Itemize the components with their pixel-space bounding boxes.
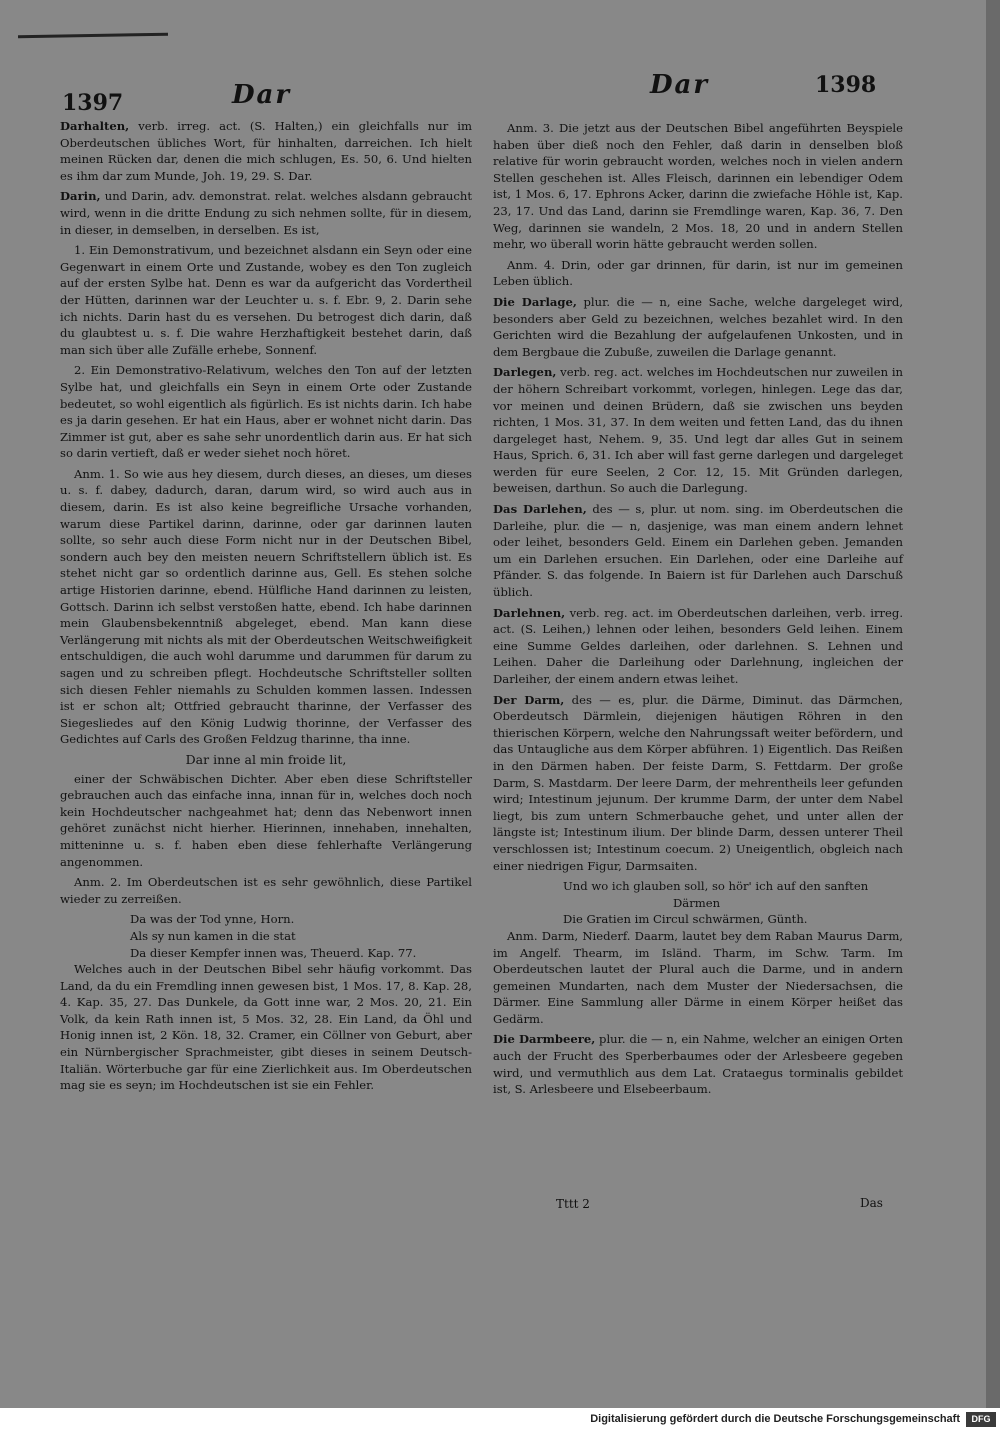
entry-text: einer der Schwäbischen Dichter. Aber eben diese Schriftsteller gebrauchen auch das einfache inna, innan für in, welches doch noch kein Hochdeutscher nachgeahmet hat; denn das Nebenwort innen gehöret zunächst nicht hierher. Hierinnen, innehaben, innehalten, mitteninne u. s. f. haben eben diese fehlerhafte Verlängerung angenommen. xyxy=(60,771,472,869)
entry-headword: Darlehnen, xyxy=(493,605,566,620)
entry-paragraph xyxy=(493,1031,903,1097)
entry-text: 2. Ein Demonstrativo-Relativum, welches den Ton auf der letzten Sylbe hat, und gleichfalls ein Seyn in einem Orte oder Zustande bedeutet, so wohl eigentlich als figürlich. Es ist nichts darin. Ich habe es ja darin gesehen. Er hat ein Haus, aber er wohnet nicht darin. Das Zimmer ist gut, aber es sahe sehr unordentlich darin aus. Er hat sich so darin vertieft, daß er weder siehet noch höret. xyxy=(60,363,473,461)
entry-text: Die Gratien im Circul schwärmen, Günth. xyxy=(563,912,808,927)
left-text-column xyxy=(60,118,472,1098)
entry-headword: Darhalten, xyxy=(60,119,130,133)
entry-paragraph xyxy=(493,605,903,688)
entry-text: Welches auch in der Deutschen Bibel sehr häufig vorkommt. Das Land, da du ein Fremdling innen gewesen bist, 1 Mos. 17, 8. Kap. 28, 4. Kap. 35, 27. Das Dunkele, da Gott inne war, 2 Mos. 20, 21. Ein Volk, da kein Rath innen ist, 5 Mos. 32, 28. Ein Land, da Öhl und Honig innen ist, 2 Kön. 18, 32. Cramer, ein Cöllner von Geburt, aber ein Nürnbergischer Sprachmeister, gibt dieses in seinem Deutsch-Italiän. Wörterbuche gar für eine Zierlichkeit aus. Im Oberdeutschen mag sie es seyn; im Hochdeutschen ist sie ein Fehler. xyxy=(60,962,472,1093)
right-page-number: 1398 xyxy=(815,72,877,98)
entry-paragraph xyxy=(60,945,472,962)
scan-right-border xyxy=(986,0,1000,1408)
left-running-head: Dar xyxy=(232,80,292,110)
entry-text: Anm. 4. Drin, oder gar drinnen, für darin, ist nur im gemeinen Leben üblich. xyxy=(493,257,903,289)
entry-headword: Der Darm, xyxy=(493,692,565,707)
entry-paragraph xyxy=(60,362,472,462)
entry-paragraph xyxy=(60,874,472,907)
entry-text: Als sy nun kamen in die stat xyxy=(130,928,296,943)
entry-paragraph xyxy=(493,257,903,290)
scan-edge-mark xyxy=(18,33,168,39)
entry-text: Anm. 3. Die jetzt aus der Deutschen Bibel angeführten Beyspiele haben über dieß noch den Fehler, daß darin in denselben bloß relative für worin gebraucht worden, welches noch in vielen andern Stellen geschehen ist. Alles Fleisch, darinnen ein lebendiger Odem ist, 1 Mos. 6, 17. Ephrons Acker, darinn die zwiefache Höhle ist, Kap. 23, 17. Und das Land, darinn sie Fremdlinge waren, Kap. 36, 7. Den Weg, darinnen sie wandeln, 2 Mos. 18, 20 und in andern Stellen mehr, wo überall worin hätte gebraucht werden sollen. xyxy=(493,121,903,252)
entry-paragraph xyxy=(493,895,903,912)
entry-paragraph xyxy=(60,752,472,769)
left-page-number: 1397 xyxy=(62,90,124,116)
entry-paragraph xyxy=(60,188,472,238)
entry-headword: Das Darlehen, xyxy=(493,502,587,517)
entry-paragraph xyxy=(493,120,903,253)
right-text-column xyxy=(493,120,903,1102)
dfg-logo: DFG xyxy=(966,1412,996,1427)
right-running-head: Dar xyxy=(650,70,710,100)
catchword: Das xyxy=(860,1196,883,1210)
entry-text: 1. Ein Demonstrativum, und bezeichnet alsdann ein Seyn oder eine Gegenwart in einem Orte und Zustande, wobey es den Ton zugleich auf der ersten Sylbe hat. Denn es war da aufgericht das Vordertheil der Hütten, darinnen war der Leuchter u. s. f. Ebr. 9, 2. Darin sehe ich nichts. Darin hast du es versehen. Du betrogest dich darin, daß du glaubtest u. s. f. Die wahre Herzhaftigkeit bestehet darin, daß man sich über alle Zufälle erhebe, Sonnenf. xyxy=(60,243,472,357)
entry-paragraph xyxy=(60,928,472,945)
signature-mark: Tttt 2 xyxy=(556,1197,590,1211)
entry-paragraph xyxy=(493,878,903,895)
entry-text: plur. die — n, ein Nahme, welcher an einigen Orten auch der Frucht des Sperberbaumes oder der Arlesbeere gegeben wird, und vermuthlich aus dem Lat. Crataegus torminalis gebildet ist, S. Arlesbeere und Elsebeerbaum. xyxy=(493,1032,903,1097)
entry-text: verb. reg. act. im Oberdeutschen darleihen, verb. irreg. act. (S. Leihen,) lehnen oder leihen, besonders Geld leihen. Einem eine Summe Geldes darleihen, oder darlehnen. S. Lehnen und Leihen. Daher die Darleihung oder Darlehnung, ingleichen der Darleiher, der einem andern etwas leihet. xyxy=(493,605,904,686)
entry-text: Und wo ich glauben soll, so hör' ich auf den sanften xyxy=(563,879,869,894)
entry-text: Da was der Tod ynne, Horn. xyxy=(130,912,295,927)
entry-text: Da dieser Kempfer innen was, Theuerd. Kap. 77. xyxy=(130,945,417,960)
entry-text: und Darin, adv. demonstrat. relat. welches alsdann gebraucht wird, wenn in die dritte Endung zu sich nehmen sollte, für in diesem, in dieser, in demselben, in derselben. Es ist, xyxy=(60,189,472,237)
entry-text: Anm. Darm, Niederf. Daarm, lautet bey dem Raban Maurus Darm, im Angelf. Thearm, im Isländ. Tharm, im Schw. Tarm. Im Oberdeutschen lautet der Plural auch die Darme, und in andern gemeinen Mundarten, nach dem Muster der Niedersachsen, die Därmer. Eine Sammlung aller Därme in einem Körper heißet das Gedärm. xyxy=(493,928,903,1026)
entry-text: Dar inne al min froide lit, xyxy=(185,751,347,767)
entry-paragraph xyxy=(60,118,472,184)
entry-headword: Die Darmbeere, xyxy=(493,1032,596,1047)
entry-headword: Darin, xyxy=(60,189,101,204)
entry-paragraph xyxy=(493,692,903,875)
footer-bar xyxy=(0,1408,1000,1432)
entry-text: plur. die — n, eine Sache, welche dargeleget wird, besonders aber Geld zu bezeichnen, welches bezahlet wird. In den Gerichten wird die Bezahlung der aufgelaufenen Unkosten, und in dem Bergbaue die Zubuße, zuweilen die Darlage genannt. xyxy=(493,294,904,359)
entry-paragraph xyxy=(60,242,472,358)
entry-headword: Darlegen, xyxy=(493,365,557,380)
entry-paragraph xyxy=(493,364,903,497)
entry-paragraph xyxy=(493,294,903,360)
entry-text: verb. reg. act. welches im Hochdeutschen nur zuweilen in der höhern Schreibart vorkommt, vorlegen, hinlegen. Lege das dar, vor meinen und deinen Brüdern, daß sie zwischen uns beyden richten, 1 Mos. 31, 37. In dem weiten und fetten Land, das du ihnen dargeleget hast, Nehem. 9, 35. Und legt dar alles Gut in seinem Haus, Sprich. 6, 31. Ich aber will fast gerne darlegen und dargeleget werden für eure Seelen, 2 Cor. 12, 15. Mit Gründen darlegen, beweisen, darthun. So auch die Darlegung. xyxy=(493,365,903,496)
entry-text: des — es, plur. die Därme, Diminut. das Därmchen, Oberdeutsch Därmlein, diejenigen häutigen Röhren in den thierischen Körpern, welche den Nahrungssaft weiter befördern, und das Untaugliche aus dem Körper abführen. 1) Eigentlich. Das Reißen in den Därmen haben. Der feiste Darm, S. Fettdarm. Der große Darm, S. Mastdarm. Der leere Darm, der mehrentheils leer gefunden wird; Intestinum jejunum. Der krumme Darm, der unter dem Nabel liegt, bis zum untern Schmerbauche gehet, und unter allen der längste ist; Intestinum ilium. Der blinde Darm, dessen unterer Theil verschlossen ist; Intestinum coecum. 2) Uneigentlich, obgleich nach einer niedrigen Figur, Darmsaiten. xyxy=(493,692,903,873)
entry-paragraph xyxy=(493,911,903,928)
funding-credit: Digitalisierung gefördert durch die Deutsche Forschungsgemeinschaft xyxy=(590,1413,960,1425)
entry-paragraph xyxy=(60,961,472,1094)
entry-paragraph xyxy=(493,928,903,1028)
entry-paragraph xyxy=(60,466,472,748)
entry-text: Därmen xyxy=(673,895,721,910)
entry-paragraph xyxy=(60,771,472,871)
entry-paragraph xyxy=(60,911,472,928)
entry-text: des — s, plur. ut nom. sing. im Oberdeutschen die Darleihe, plur. die — n, dasjenige, was man einem andern lehnet oder leihet, besonders Geld. Einem ein Darlehen geben. Jemanden um ein Darlehen ersuchen. Ein Darlehen, oder eine Darleihe auf Pfänder. S. das folgende. In Baiern ist für Darlehen auch Darschuß üblich. xyxy=(493,502,903,600)
entry-text: Anm. 2. Im Oberdeutschen ist es sehr gewöhnlich, diese Partikel wieder zu zerreißen. xyxy=(60,875,472,906)
entry-text: Anm. 1. So wie aus hey diesem, durch dieses, an dieses, um dieses u. s. f. dabey, dadurch, daran, darum wird, so wird auch aus in diesem, darin. Es ist also keine begreifliche Ursache vorhanden, warum diese Partikel darinn, darinne, oder gar darinnen lauten sollte, so sehr auch diese Form nicht nur in der Deutschen Bibel, sondern auch bey den meisten neuern Schriftstellern üblich ist. Es stehet nicht gar so ordentlich darinne aus, Gell. Es stehen solche artige Historien darinne, ebend. Hülfliche Hand darinnen zu leisten, Gottsch. Darinn ich selbst verstoßen hatte, ebend. Ich habe darinnen mein Glaubensbekenntniß abgeleget, ebend. Man kann diese Verlängerung mit nichts als mit der Oberdeutschen Weitschweifigkeit entschuldigen, die auch wohl darumme und darummen für darum zu sagen und zu schreiben pflegt. Hochdeutsche Schriftsteller sollten sich diesen Fehler niemahls zu Schulden kommen lassen. Indessen ist er schon alt; Ottfried gebraucht tharinne, der Verfasser des Siegesliedes auf den König Ludwig thorinne, der Verfasser des Gedichtes auf Carls des Großen Feldzug tharinne, tha inne. xyxy=(60,466,472,747)
entry-paragraph xyxy=(493,501,903,601)
entry-headword: Die Darlage, xyxy=(493,294,577,309)
entry-text: verb. irreg. act. (S. Halten,) ein gleichfalls nur im Oberdeutschen übliches Wort, für hinhalten, darreichen. Ich hielt meinen Rücken dar, denen die mich schlugen, Es. 50, 6. Und hielten es ihm dar zum Munde, Joh. 19, 29. S. Dar. xyxy=(60,119,472,183)
